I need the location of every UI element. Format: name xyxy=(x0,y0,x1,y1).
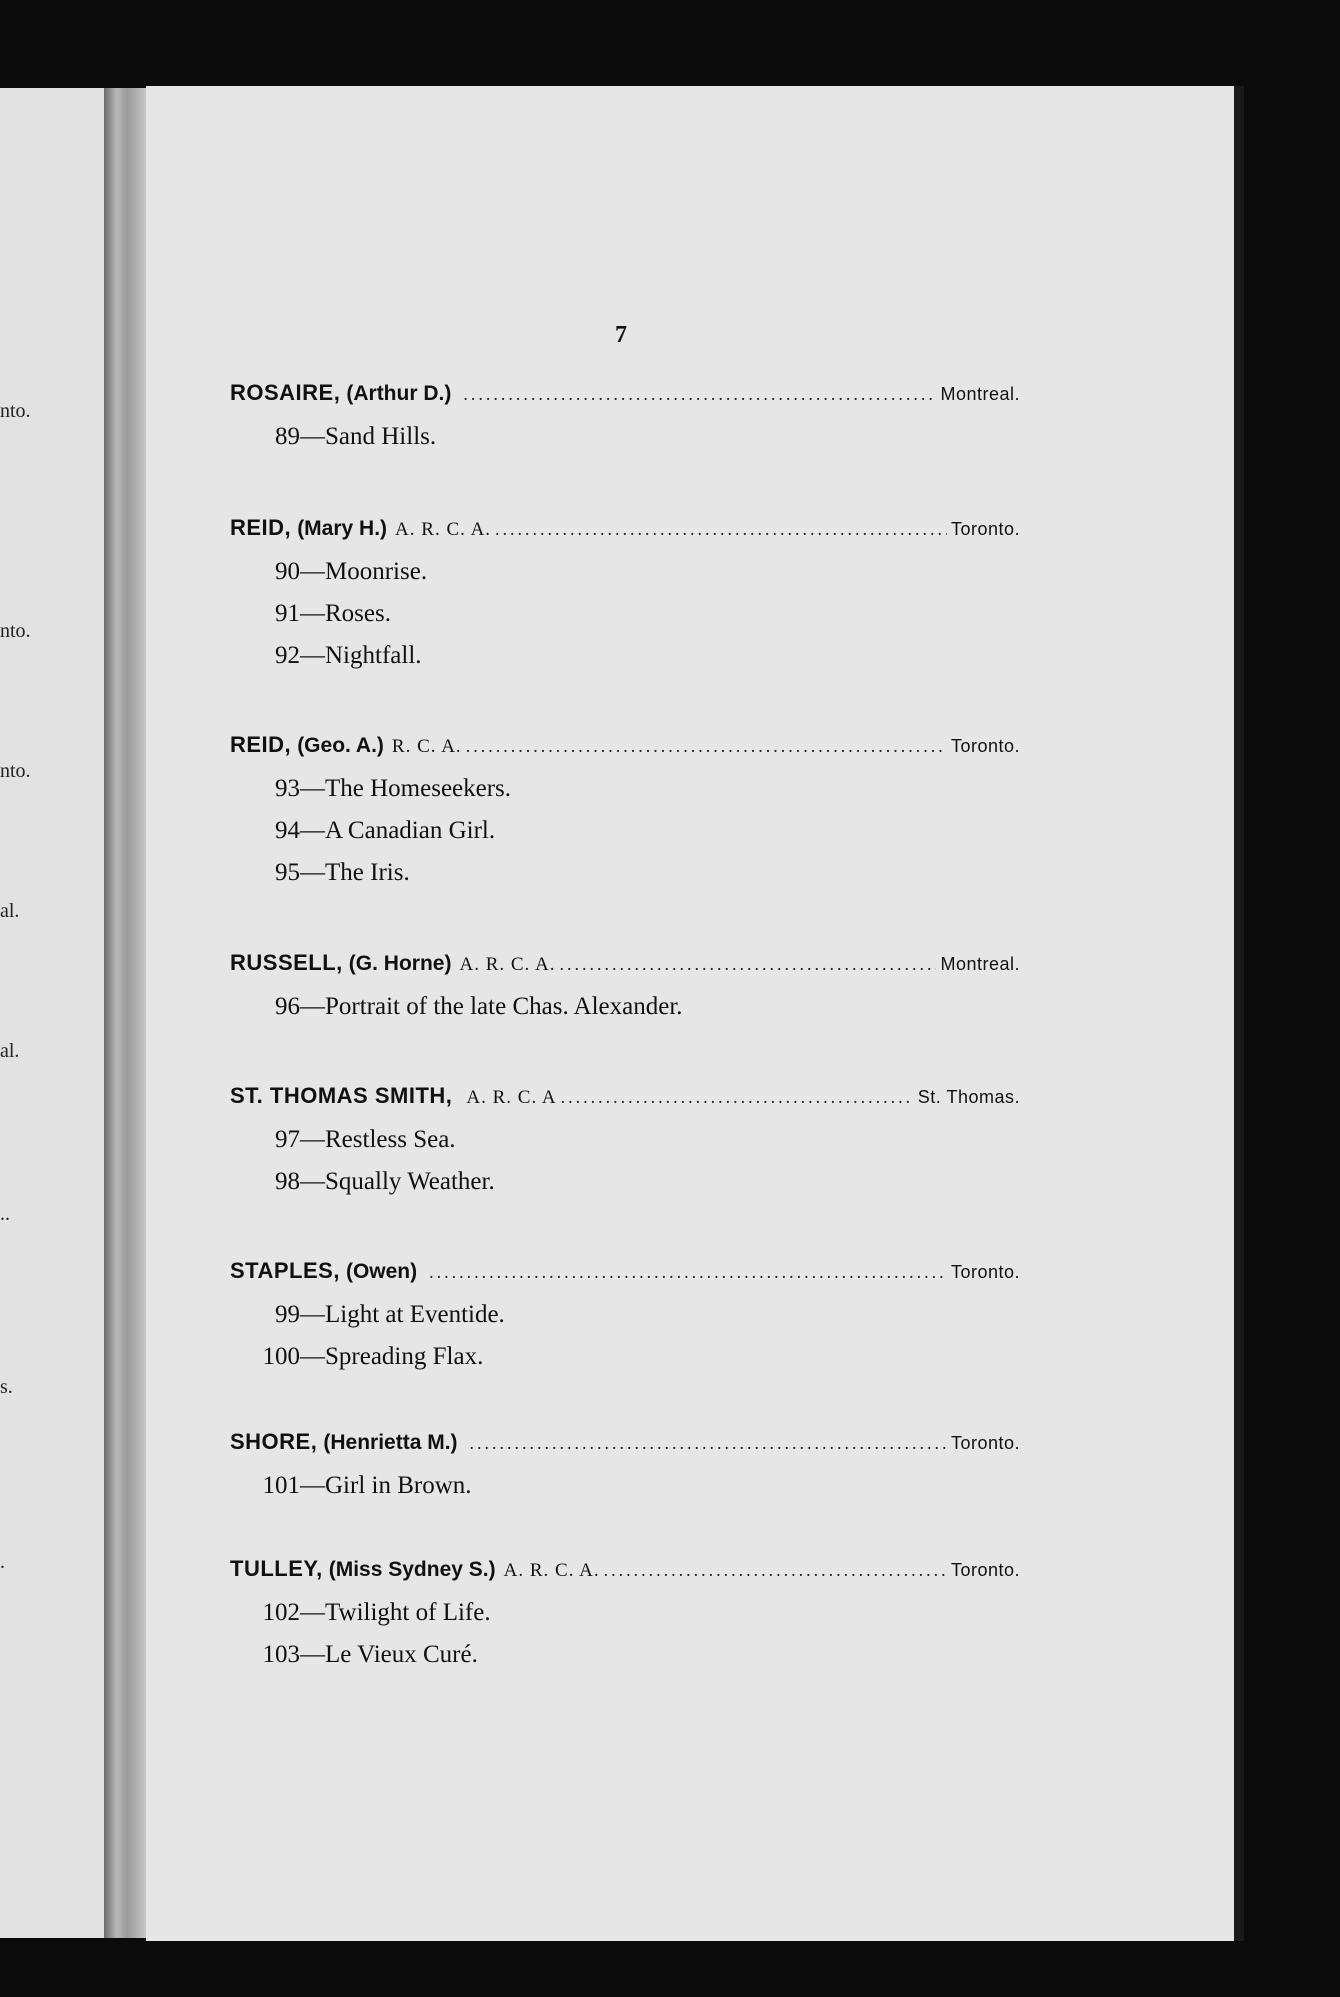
artist-header xyxy=(230,380,1020,406)
work-number: 94 xyxy=(275,817,300,844)
artist-title: A. R. C. A xyxy=(466,1087,557,1108)
work-item: 98—Squally Weather. xyxy=(230,1161,1020,1203)
dot-leader xyxy=(463,384,936,405)
artist-surname: RUSSELL, xyxy=(230,950,343,975)
artist-title: R. C. A. xyxy=(391,736,462,757)
work-number: 91 xyxy=(275,600,300,627)
left-page-fragment: al. xyxy=(0,900,20,922)
artist-header xyxy=(230,1083,1020,1109)
work-item: 92—Nightfall. xyxy=(230,635,1020,677)
dot-leader xyxy=(559,954,936,975)
work-title: Moonrise. xyxy=(325,558,428,585)
artist-entry xyxy=(230,1083,1020,1203)
artist-surname: ST. THOMAS SMITH, xyxy=(230,1083,453,1108)
work-title: Portrait of the late Chas. Alexander. xyxy=(325,993,683,1020)
artist-surname: ROSAIRE, xyxy=(230,380,341,405)
work-item: 97—Restless Sea. xyxy=(230,1119,1020,1161)
book-gutter xyxy=(104,88,146,1938)
work-number: 93 xyxy=(275,775,300,802)
artist-given-name: (Geo. A.) xyxy=(297,734,384,757)
work-item: 102—Twilight of Life. xyxy=(230,1592,1020,1634)
work-item: 103—Le Vieux Curé. xyxy=(230,1634,1020,1676)
dot-leader xyxy=(429,1262,947,1283)
artist-title: A. R. C. A. xyxy=(503,1560,600,1581)
artist-entry xyxy=(230,1429,1020,1507)
artist-title: A. R. C. A. xyxy=(459,954,556,975)
work-number: 97 xyxy=(275,1126,300,1153)
works-list xyxy=(230,986,1020,1028)
work-number: 95 xyxy=(275,859,300,886)
artist-surname: REID, xyxy=(230,515,292,540)
work-number: 98 xyxy=(275,1168,300,1195)
work-item: 95—The Iris. xyxy=(230,852,1020,894)
left-page-fragment: al. xyxy=(0,1040,20,1062)
work-title: Girl in Brown. xyxy=(325,1472,472,1499)
artist-entry xyxy=(230,950,1020,1028)
left-page-fragment: . xyxy=(0,1551,5,1573)
work-item: 100—Spreading Flax. xyxy=(230,1336,1020,1378)
work-number: 103 xyxy=(262,1641,300,1668)
artist-city: Toronto. xyxy=(950,1262,1020,1282)
left-page-fragment: nto. xyxy=(0,620,31,642)
work-title: Squally Weather. xyxy=(325,1168,495,1195)
work-item: 89—Sand Hills. xyxy=(230,416,1020,458)
artist-surname: SHORE, xyxy=(230,1429,318,1454)
left-page-fragment: nto. xyxy=(0,400,31,422)
artist-entry xyxy=(230,380,1020,458)
left-page-fragment: .. xyxy=(0,1203,10,1225)
artist-given-name: (Mary H.) xyxy=(297,517,388,540)
work-number: 90 xyxy=(275,558,300,585)
artist-entry xyxy=(230,515,1020,677)
work-item: 99—Light at Eventide. xyxy=(230,1294,1020,1336)
work-title: Light at Eventide. xyxy=(325,1301,505,1328)
artist-title: A. R. C. A. xyxy=(395,519,492,540)
works-list xyxy=(230,768,1020,894)
works-list xyxy=(230,1465,1020,1507)
work-item: 94—A Canadian Girl. xyxy=(230,810,1020,852)
dot-leader xyxy=(561,1087,914,1108)
work-title: Spreading Flax. xyxy=(325,1343,484,1370)
artist-city: Toronto. xyxy=(950,1433,1020,1453)
work-title: Restless Sea. xyxy=(325,1126,456,1153)
work-title: Twilight of Life. xyxy=(325,1599,491,1626)
artist-city: Toronto. xyxy=(950,1560,1020,1580)
page-edge-shadow xyxy=(1234,86,1244,1941)
work-title: A Canadian Girl. xyxy=(325,817,496,844)
work-title: The Homeseekers. xyxy=(325,775,512,802)
work-item: 90—Moonrise. xyxy=(230,551,1020,593)
work-number: 100 xyxy=(262,1343,300,1370)
artist-city: St. Thomas. xyxy=(917,1087,1020,1107)
work-number: 96 xyxy=(275,993,300,1020)
artist-given-name: (G. Horne) xyxy=(348,952,452,975)
artist-given-name: (Miss Sydney S.) xyxy=(328,1558,496,1581)
work-number: 92 xyxy=(275,642,300,669)
artist-entry xyxy=(230,1556,1020,1676)
work-item: 91—Roses. xyxy=(230,593,1020,635)
dot-leader xyxy=(466,736,947,757)
artist-header xyxy=(230,1258,1020,1284)
work-number: 99 xyxy=(275,1301,300,1328)
artist-given-name: (Arthur D.) xyxy=(346,382,452,405)
artist-surname: STAPLES, xyxy=(230,1258,340,1283)
artist-city: Montreal. xyxy=(940,384,1020,404)
work-title: Roses. xyxy=(325,600,391,627)
artist-header xyxy=(230,732,1020,758)
artist-city: Toronto. xyxy=(950,519,1020,539)
work-number: 89 xyxy=(275,423,300,450)
artist-city: Toronto. xyxy=(950,736,1020,756)
works-list xyxy=(230,551,1020,677)
dot-leader xyxy=(470,1433,947,1454)
artist-entry xyxy=(230,732,1020,894)
work-item: 93—The Homeseekers. xyxy=(230,768,1020,810)
works-list xyxy=(230,1119,1020,1203)
work-number: 101 xyxy=(262,1472,300,1499)
work-title: Nightfall. xyxy=(325,642,422,669)
artist-header xyxy=(230,950,1020,976)
works-list xyxy=(230,416,1020,458)
works-list xyxy=(230,1294,1020,1378)
artist-entry xyxy=(230,1258,1020,1378)
work-item: 101—Girl in Brown. xyxy=(230,1465,1020,1507)
artist-city: Montreal. xyxy=(940,954,1020,974)
artist-surname: REID, xyxy=(230,732,292,757)
works-list xyxy=(230,1592,1020,1676)
page-number: 7 xyxy=(615,322,627,348)
artist-given-name: (Owen) xyxy=(345,1260,418,1283)
work-title: Sand Hills. xyxy=(325,423,437,450)
artist-header xyxy=(230,515,1020,541)
artist-header xyxy=(230,1429,1020,1455)
artist-surname: TULLEY, xyxy=(230,1556,323,1581)
left-page-fragment: s. xyxy=(0,1376,13,1398)
artist-given-name: (Henrietta M.) xyxy=(323,1431,458,1454)
dot-leader xyxy=(495,519,947,540)
dot-leader xyxy=(604,1560,947,1581)
artist-header xyxy=(230,1556,1020,1582)
work-number: 102 xyxy=(262,1599,300,1626)
work-item: 96—Portrait of the late Chas. Alexander. xyxy=(230,986,1020,1028)
work-title: Le Vieux Curé. xyxy=(325,1641,478,1668)
work-title: The Iris. xyxy=(325,859,410,886)
left-page-fragment: nto. xyxy=(0,760,31,782)
